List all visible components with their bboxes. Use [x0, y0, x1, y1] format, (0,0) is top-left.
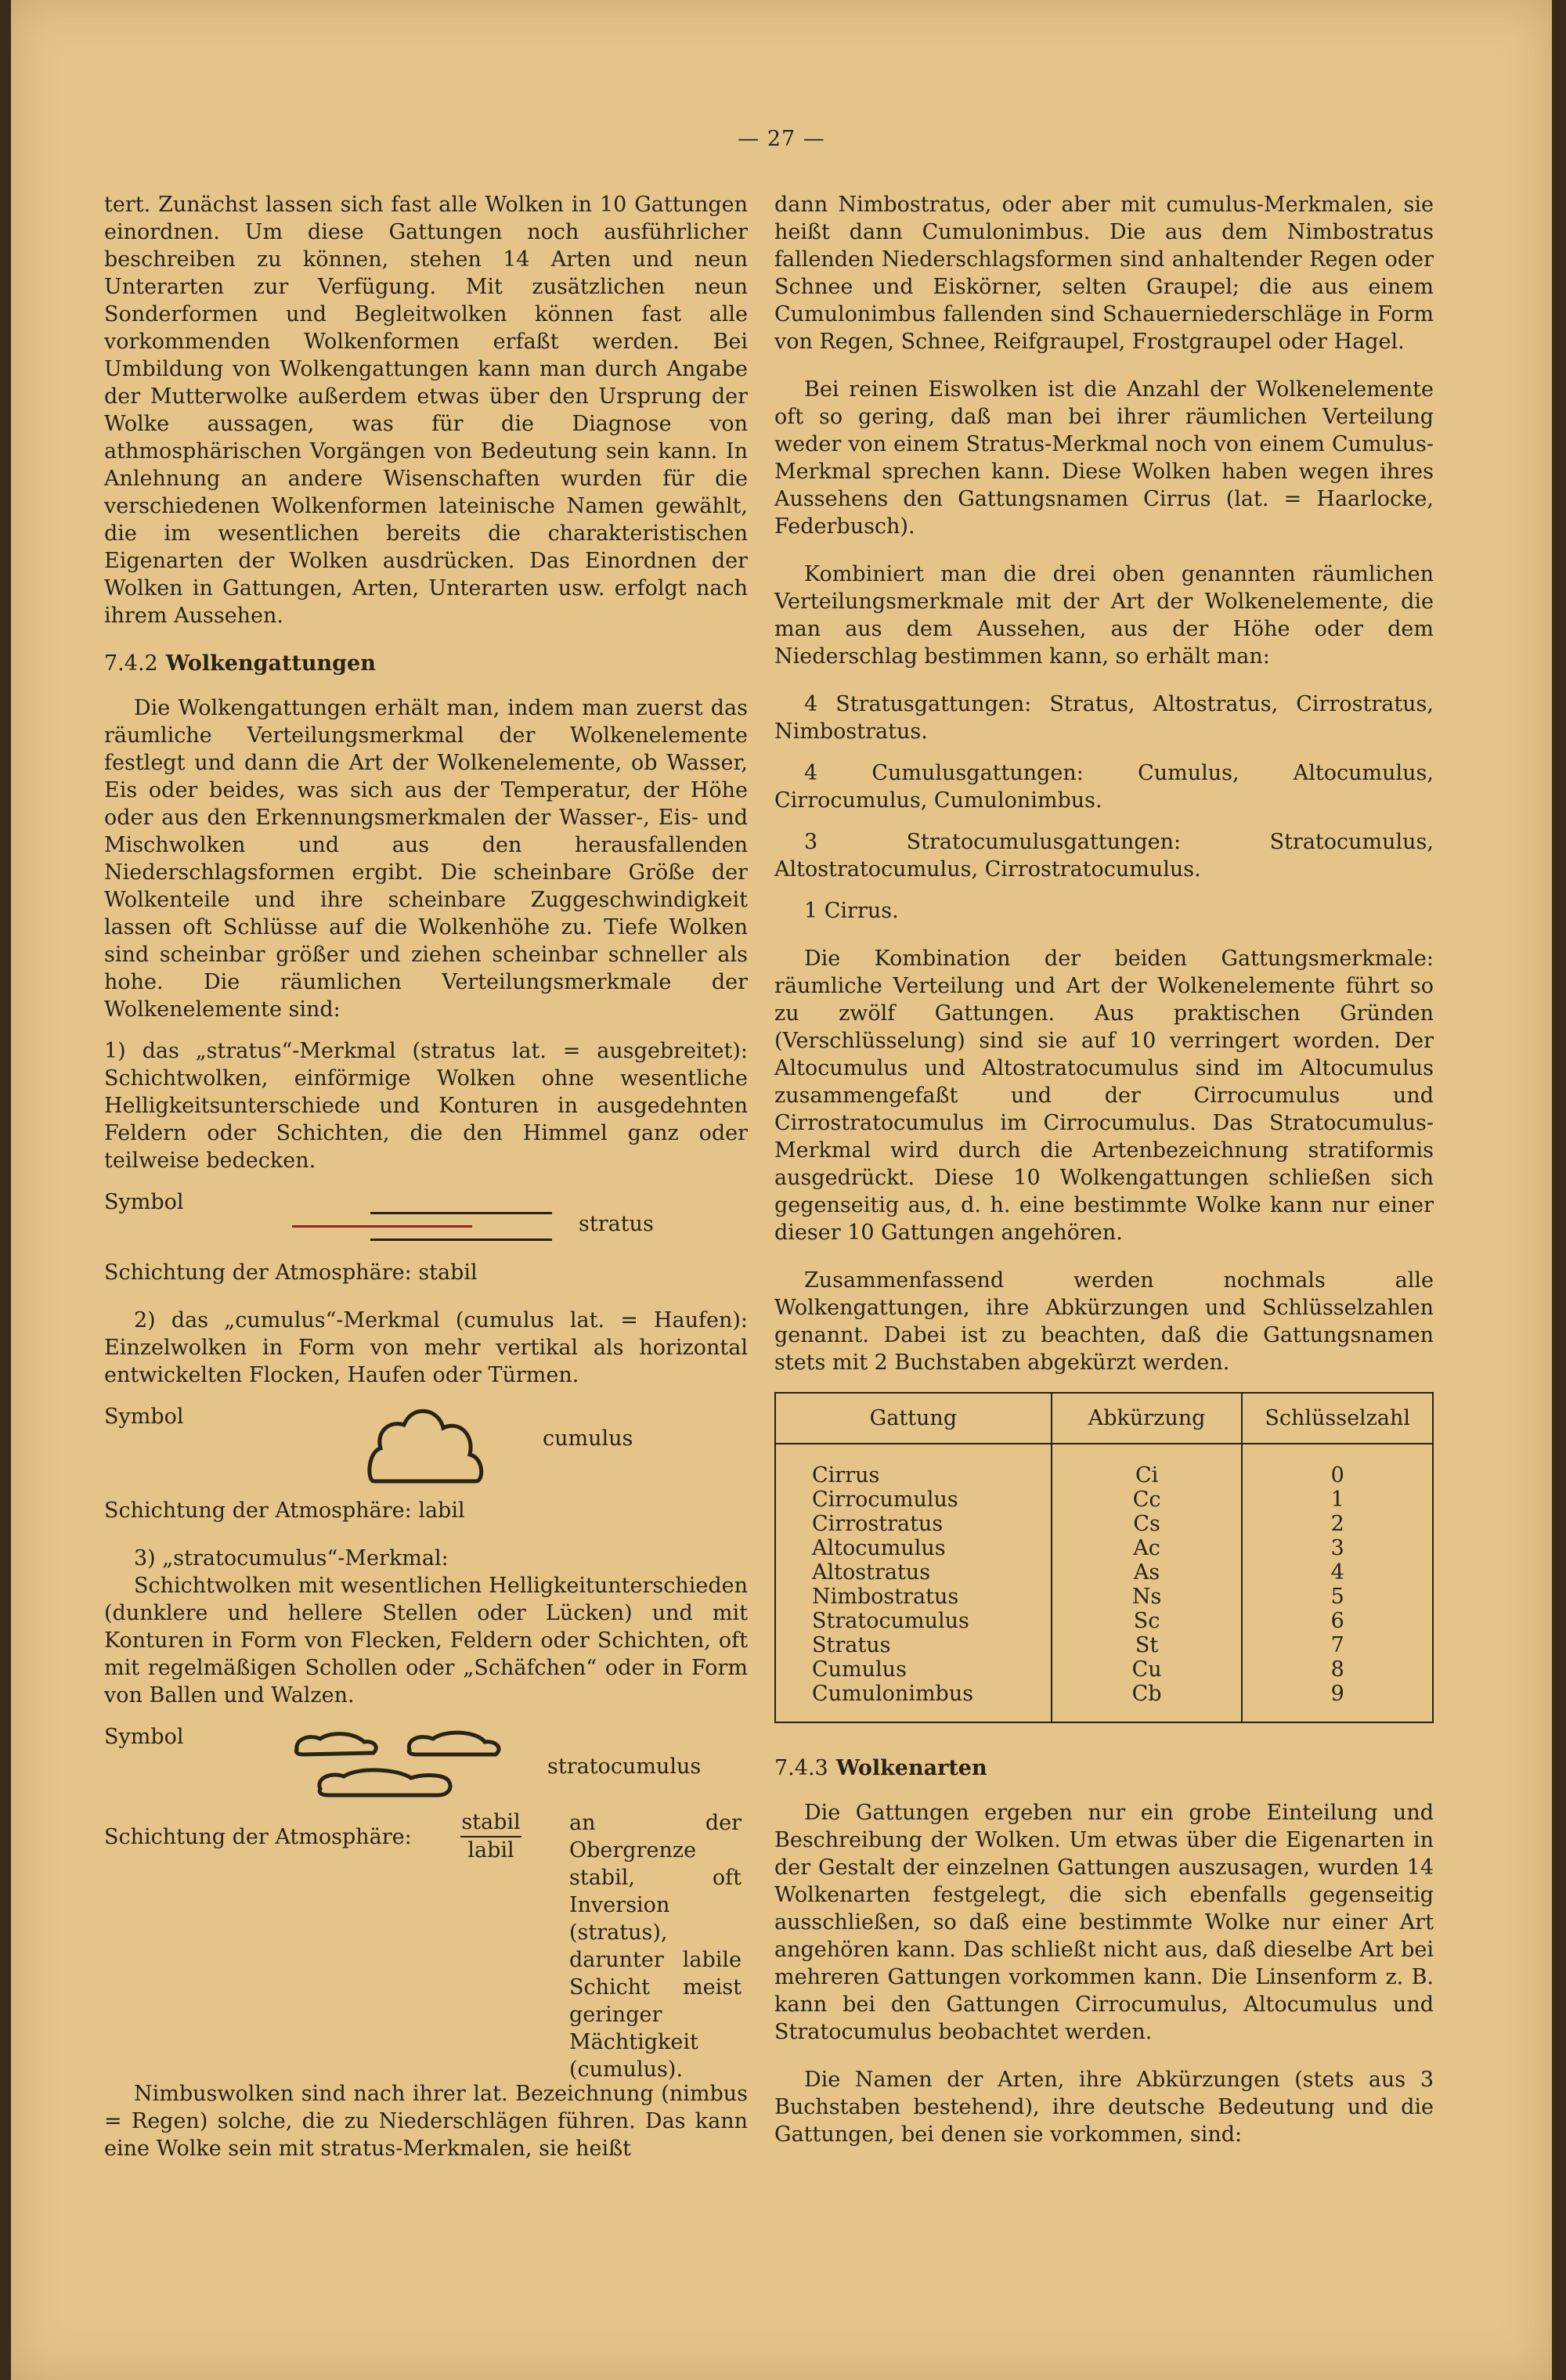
stability-label: Schichtung der Atmosphäre: — [104, 1825, 412, 1849]
table-cell: Altostratus — [775, 1560, 1052, 1585]
symbol-label: Symbol — [104, 1725, 184, 1749]
table-cell: 9 — [1330, 1682, 1344, 1706]
table-row — [775, 1512, 1433, 1536]
list-item-cirrus: 1 Cirrus. — [804, 899, 899, 923]
paragraph-namen-der-arten: Die Namen der Arten, ihre Abkürzungen (stets aus 3 Buchstaben bestehend), ihre deutsche Bedeutung und die Gattungen, bei denen sie vorkommen, sind: — [774, 2068, 1434, 2147]
cumulus-symbol-block — [104, 1403, 748, 1489]
table-cell: Cb — [1052, 1682, 1243, 1722]
table-row — [775, 1609, 1433, 1633]
table-cell: Sc — [1052, 1609, 1243, 1633]
table-row — [775, 1657, 1433, 1682]
fraction-bottom: labil — [467, 1838, 514, 1863]
table-cell: Cu — [1052, 1657, 1243, 1682]
table-cell: Cumulus — [775, 1657, 1052, 1682]
symbol-label: Symbol — [104, 1405, 184, 1429]
table-row — [775, 1536, 1433, 1560]
fraction-top: stabil — [460, 1809, 521, 1837]
symbol-label: Symbol — [104, 1190, 184, 1214]
item-stratus: 1) das „stratus“-Merkmal (stratus lat. = ausgebreitet): Schichtwolken, einförmige Wolken ohne wesentliche Helligkeitsunterschiede und Konturen in ausgedehnten Feldern oder Schichten, die den Himmel ganz oder teilweise bedecken. — [104, 1039, 748, 1173]
table-cell: Cs — [1052, 1512, 1243, 1536]
table-cell: Ns — [1052, 1585, 1243, 1609]
section-heading-7-4-3 — [774, 1754, 1434, 1782]
section-title: Wolkenarten — [835, 1756, 987, 1780]
table-row — [775, 1488, 1433, 1512]
table-cell: Cc — [1052, 1488, 1243, 1512]
table-cell: St — [1052, 1633, 1243, 1657]
table-cell: Stratocumulus — [775, 1609, 1052, 1633]
document-page — [11, 0, 1552, 2380]
item-cumulus: 2) das „cumulus“-Merkmal (cumulus lat. = Haufen): Einzelwolken in Form von mehr vertikal als horizontal entwickelten Flocken, Haufen oder Türmen. — [104, 1308, 748, 1387]
table-cell: Ac — [1052, 1536, 1243, 1560]
stratocumulus-label: stratocumulus — [547, 1754, 702, 1779]
table-cell: 8 — [1330, 1657, 1344, 1682]
table-cell: As — [1052, 1560, 1243, 1585]
table-header-row — [775, 1393, 1433, 1444]
list-item-cumulus: 4 Cumulusgattungen: Cumulus, Altocumulus, Cirrocumulus, Cumulonimbus. — [774, 761, 1434, 813]
table-cell: 6 — [1330, 1609, 1344, 1633]
stratus-label: stratus — [579, 1212, 654, 1236]
table-row — [775, 1560, 1433, 1585]
paragraph-nimbus: Nimbuswolken sind nach ihrer lat. Bezeichnung (nimbus = Regen) solche, die zu Niederschlägen führen. Das kann eine Wolke sein mit stratus-Merkmalen, sie heißt — [104, 2082, 748, 2161]
item-stratocumulus-head: 3) „stratocumulus“-Merkmal: — [134, 1546, 449, 1570]
table-cell: Stratus — [775, 1633, 1052, 1657]
table-cell: 7 — [1330, 1633, 1344, 1657]
cumulus-symbol-icon — [366, 1403, 484, 1488]
paragraph-eiswolken: Bei reinen Eiswolken ist die Anzahl der Wolkenelemente oft so gering, daß man bei ihrer räumlichen Verteilung weder von einem Stratus-Merkmal noch von einem Cumulus-Merkmal sprechen kann. Diese Wolken haben wegen ihres Aussehens den Gattungsnamen Cirrus (lat. = Haarlocke, Federbusch). — [774, 377, 1434, 539]
stratocumulus-symbol-icon — [292, 1723, 519, 1801]
item-stratocumulus-body: Schichtwolken mit wesentlichen Helligkeitunterschieden (dunklere und hellere Stellen oder Lücken) und mit Konturen in Form von Flecken, Feldern oder Schichten, oft mit regelmäßigen Schollen oder „Schäfchen“ oder in Form von Ballen und Walzen. — [104, 1574, 748, 1707]
table-cell: Cumulonimbus — [775, 1682, 1052, 1722]
column-header: Gattung — [775, 1393, 1052, 1444]
table-cell: Nimbostratus — [775, 1585, 1052, 1609]
table-row — [775, 1585, 1433, 1609]
left-column — [104, 191, 748, 2183]
stability-note: an der Obergrenze stabil, oft Inversion (stratus), darunter labile Schicht meist geringer Mächtigkeit (cumulus). — [569, 1811, 742, 2082]
stratus-symbol-line — [370, 1212, 552, 1214]
paragraph-kombination: Die Kombination der beiden Gattungsmerkmale: räumliche Verteilung und Art der Wolkenelemente führt so zu zwölf Gattungen. Aus praktischen Gründen (Verschlüsselung) sind sie auf 10 verringert worden. Der Altocumulus und Altostratocumulus sind im Altocumulus zusammengefaßt und der Cirrocumulus und Cirrostratocumulus im Cirrocumulus. Das Stratocumulus-Merkmal wird durch die Artenbezeichnung stratiformis ausgedrückt. Diese 10 Wolkengattungen schließen sich gegenseitig aus, d. h. eine bestimmte Wolke kann nur einer dieser 10 Gattungen angehören. — [774, 947, 1434, 1245]
table-row — [775, 1444, 1433, 1488]
table-cell: Altocumulus — [775, 1536, 1052, 1560]
intro-paragraph: tert. Zunächst lassen sich fast alle Wolken in 10 Gattungen einordnen. Um diese Gattungen noch ausführlicher beschreiben zu können, stehen 14 Arten und neun Unterarten zur Verfügung. Mit zusätzlichen neun Sonderformen und Begleitwolken können fast alle vorkommenden Wolkenformen erfaßt werden. Bei Umbildung von Wolkengattungen kann man durch Angabe der Mutterwolke außerdem etwas über den Ursprung der Wolke aussagen, was für die Diagnose von athmosphärischen Vorgängen von Bedeutung sein kann. In Anlehnung an andere Wisenschaften wurden für die verschiedenen Wolkenformen lateinische Namen gewählt, die im wesentlichen bereits die charakteristischen Eigenarten der Wolken ausdrücken. Das Einordnen der Wolken in Gattungen, Arten, Unterarten usw. erfolgt nach ihrem Aussehen. — [104, 193, 748, 628]
section-number: 7.4.2 — [104, 651, 158, 676]
table-cell: 3 — [1330, 1536, 1344, 1560]
stratocumulus-stability — [104, 1809, 748, 2082]
page-number: — 27 — — [738, 127, 825, 151]
table-cell: 2 — [1330, 1512, 1344, 1536]
column-header: Abkürzung — [1052, 1393, 1243, 1444]
table-cell: 4 — [1330, 1560, 1344, 1585]
stratus-symbol-block — [104, 1188, 748, 1251]
paragraph-wolkenarten: Die Gattungen ergeben nur ein grobe Einteilung und Beschreibung der Wolken. Um etwas über die Eigenarten in der Gestalt der einzelnen Gattungen auszusagen, wurden 14 Wolkenarten festgelegt, die sich ebenfalls gegenseitig ausschließen, so daß eine bestimmte Wolke nur einer Art angehören kann. Das schließt nicht aus, daß dieselbe Art bei mehreren Gattungen vorkommen kann. Die Linsenform z. B. kann bei den Gattungen Cirrocumulus, Altocumulus und Stratocumulus beobachtet werden. — [774, 1801, 1434, 2044]
table-cell: Cirrus — [775, 1444, 1052, 1488]
section-number: 7.4.3 — [774, 1756, 828, 1780]
stratus-symbol-line — [370, 1239, 552, 1241]
table-row — [775, 1633, 1433, 1657]
stability-fraction — [460, 1809, 521, 1864]
table-cell: Cirrostratus — [775, 1512, 1052, 1536]
section-title: Wolkengattungen — [165, 651, 376, 676]
table-cell: Cirrocumulus — [775, 1488, 1052, 1512]
table-cell: 5 — [1330, 1585, 1344, 1609]
list-item-stratocumulus: 3 Stratocumulusgattungen: Stratocumulus, Altostratocumulus, Cirrostratocumulus. — [774, 830, 1434, 882]
list-item-stratus: 4 Stratusgattungen: Stratus, Altostratus, Cirrostratus, Nimbostratus. — [774, 692, 1434, 744]
stratocumulus-symbol-block — [104, 1723, 748, 1801]
section-heading-7-4-2 — [104, 650, 748, 677]
column-header: Schlüsselzahl — [1242, 1393, 1433, 1444]
paragraph-gattungen: Die Wolkengattungen erhält man, indem man zuerst das räumliche Verteilungsmerkmal der Wolkenelemente festlegt und dann die Art der Wolkenelemente, ob Wasser, Eis oder beides, was sich aus der Temperatur, der Höhe oder aus den Erkennungsmerkmalen der Wasser-, Eis- und Mischwolken und aus den herausfallenden Niederschlagsformen ergibt. Die scheinbare Größe der Wolkenteile und ihre scheinbare Zuggeschwindigkeit lassen oft Schlüsse auf die Wolkenhöhe zu. Tiefe Wolken sind scheinbar größer und ziehen scheinbar schneller als hohe. Die räumlichen Verteilungsmerkmale der Wolkenelemente sind: — [104, 696, 748, 1022]
table-cell: 0 — [1330, 1463, 1344, 1488]
cumulus-stability: Schichtung der Atmosphäre: labil — [104, 1498, 465, 1523]
cumulus-label: cumulus — [543, 1426, 633, 1451]
table-cell: Ci — [1052, 1444, 1243, 1488]
paragraph-kombiniert: Kombiniert man die drei oben genannten räumlichen Verteilungsmerkmale mit der Art der Wolkenelemente, die man aus dem Aussehen, aus der Höhe oder dem Niederschlag bestimmen kann, so erhält man: — [774, 562, 1434, 669]
cloud-genera-table — [774, 1392, 1434, 1723]
stratus-symbol-line — [292, 1225, 472, 1228]
stratus-stability: Schichtung der Atmosphäre: stabil — [104, 1260, 478, 1285]
right-column — [774, 191, 1434, 2169]
paragraph-nimbostratus-cont: dann Nimbostratus, oder aber mit cumulus-Merkmalen, sie heißt dann Cumulonimbus. Die aus dem Nimbostratus fallenden Niederschlagsformen sind anhaltender Regen oder Schnee und Eiskörner, selten Graupel; die aus einem Cumulonimbus fallenden sind Schauerniederschläge in Form von Regen, Schnee, Reifgraupel, Frostgraupel oder Hagel. — [774, 193, 1434, 354]
paragraph-zusammenfassend: Zusammenfassend werden nochmals alle Wolkengattungen, ihre Abkürzungen und Schlüsselzahlen genannt. Dabei ist zu beachten, daß die Gattungsnamen stets mit 2 Buchstaben abgekürzt werden. — [774, 1268, 1434, 1375]
table-row — [775, 1682, 1433, 1722]
table-cell: 1 — [1330, 1488, 1344, 1512]
